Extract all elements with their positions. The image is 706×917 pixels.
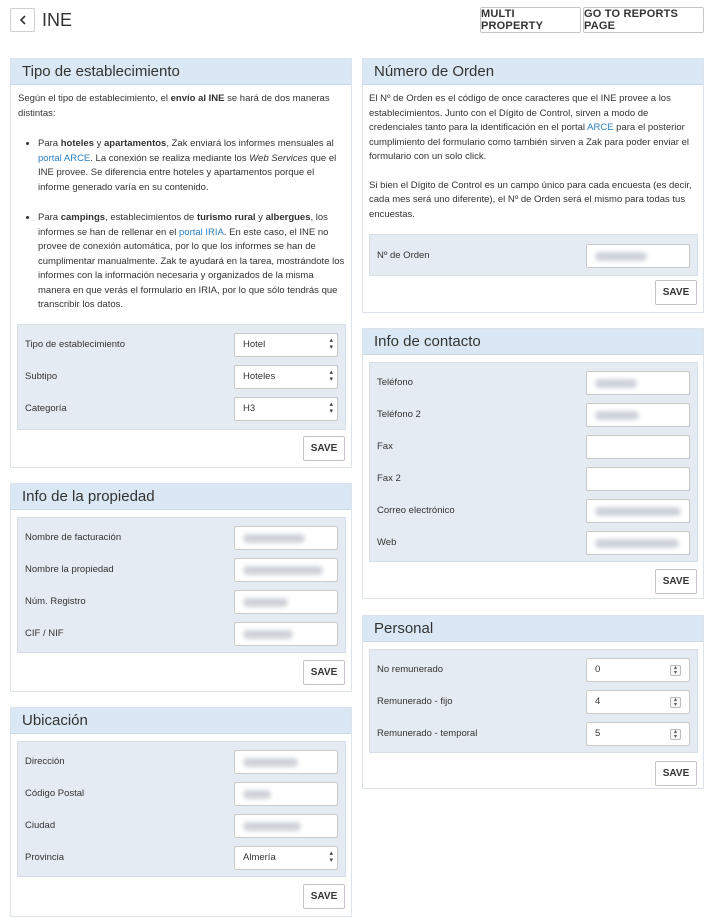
form-row: Fax 2 [370, 463, 697, 495]
telefono-input[interactable] [586, 371, 690, 395]
orden-paragraph: El Nº de Orden es el código de once caracteres que el INE provee a los establecimientos. Junto con el Dígito de Control, sirven a modo de credenciales tanto para la identificación en el portal ARCE para el posterior cumplimiento del formulario como también sirven a Zak para poder enviar el formulario con un solo click. [369, 93, 689, 162]
list-item: • Para hoteles y apartamentos, Zak enviará los informes mensuales al portal ARCE. La conexión se realiza mediante los Web Services que el INE provee. Se diferencia entre hoteles y apartamentos porque el informe generado varía en su contenido. [38, 137, 346, 195]
telefono-2-input[interactable] [586, 403, 690, 427]
num-registro-input[interactable] [234, 590, 338, 614]
form-row: Teléfono 2 [370, 399, 697, 431]
multi-property-button[interactable]: MULTI PROPERTY [480, 7, 581, 33]
web-input[interactable] [586, 531, 690, 555]
top-bar [0, 0, 706, 42]
nombre-propiedad-input[interactable] [234, 558, 338, 582]
arce-link[interactable]: ARCE [587, 122, 614, 133]
provincia-select[interactable]: Almería ▴ ▾ [234, 846, 338, 870]
chevron-left-icon [19, 15, 27, 25]
form-row: Correo electrónico [370, 495, 697, 527]
form-row: Teléfono [370, 367, 697, 399]
tipo-form [17, 324, 346, 430]
back-button[interactable] [10, 8, 35, 32]
numero-orden-input[interactable] [586, 244, 690, 268]
personal-form [369, 649, 698, 753]
no-remunerado-input[interactable]: 0 ▴ ▾ [586, 658, 690, 682]
info-contacto-panel [362, 328, 704, 599]
tipo-establecimiento-panel [10, 58, 352, 468]
ubicacion-form [17, 741, 346, 877]
stepper-icon[interactable]: ▴ ▾ [670, 697, 681, 708]
codigo-postal-input[interactable] [234, 782, 338, 806]
orden-paragraph: Si bien el Dígito de Control es un campo único para cada encuesta (es decir, cada mes será uno diferente), el Nº de Orden será el mismo para todas tus encuestas. [369, 179, 692, 220]
subtipo-select[interactable]: Hoteles ▴ ▾ [234, 365, 338, 389]
save-button[interactable]: SAVE [303, 436, 345, 461]
form-row: Nombre de facturación [18, 522, 345, 554]
categoria-select[interactable]: H3 ▴ ▾ [234, 397, 338, 421]
propiedad-form [17, 517, 346, 653]
cif-nif-input[interactable] [234, 622, 338, 646]
form-row: Nº de Orden [370, 240, 697, 272]
orden-form [369, 234, 698, 276]
list-item: • Para campings, establecimientos de turismo rural y albergues, los informes se han de rellenar en el portal IRIA. En este caso, el INE no provee de conexión automática, por lo que los informes se han de cumplimentar manualmente. Zak te ayudará en la tarea, mostrándote los informes con la información necesaria y organizados de la misma manera en que verás el formulario en IRIA, por lo que sólo tendrás que transcribir los datos. [38, 211, 346, 313]
stepper-icon[interactable]: ▴ ▾ [670, 729, 681, 740]
save-button[interactable]: SAVE [303, 660, 345, 685]
portal-iria-link[interactable]: portal IRIA [179, 226, 224, 238]
save-button[interactable]: SAVE [655, 280, 697, 305]
form-row: Remunerado - temporal 5 ▴ ▾ [370, 718, 697, 750]
form-row: Tipo de establecimiento Hotel ▴ ▾ [18, 329, 345, 361]
direccion-input[interactable] [234, 750, 338, 774]
nombre-facturacion-input[interactable] [234, 526, 338, 550]
save-button[interactable]: SAVE [655, 761, 697, 786]
form-row: Ciudad [18, 810, 345, 842]
panel-title: Tipo de establecimiento [11, 59, 351, 85]
form-row: No remunerado 0 ▴ ▾ [370, 654, 697, 686]
remunerado-temporal-input[interactable]: 5 ▴ ▾ [586, 722, 690, 746]
ubicacion-panel [10, 707, 352, 917]
form-row: Nombre la propiedad [18, 554, 345, 586]
tipo-description [18, 92, 346, 313]
panel-title: Personal [363, 616, 703, 642]
form-row: Provincia Almería ▴ ▾ [18, 842, 345, 874]
fax-2-input[interactable] [586, 467, 690, 491]
numero-orden-panel [362, 58, 704, 313]
form-row: CIF / NIF [18, 618, 345, 650]
stepper-icon[interactable]: ▴ ▾ [670, 665, 681, 676]
fax-input[interactable] [586, 435, 690, 459]
go-to-reports-button[interactable]: GO TO REPORTS PAGE [583, 7, 704, 33]
panel-title: Ubicación [11, 708, 351, 734]
info-propiedad-panel [10, 483, 352, 692]
tipo-intro: Según el tipo de establecimiento, el envío al INE se hará de dos maneras distintas: [18, 93, 330, 119]
personal-panel [362, 615, 704, 789]
contacto-form [369, 362, 698, 562]
ciudad-input[interactable] [234, 814, 338, 838]
portal-arce-link[interactable]: portal ARCE [38, 152, 91, 164]
save-button[interactable]: SAVE [655, 569, 697, 594]
form-row: Código Postal [18, 778, 345, 810]
panel-title: Número de Orden [363, 59, 703, 85]
email-input[interactable] [586, 499, 690, 523]
form-row: Categoría H3 ▴ ▾ [18, 393, 345, 425]
remunerado-fijo-input[interactable]: 4 ▴ ▾ [586, 690, 690, 714]
form-row: Remunerado - fijo 4 ▴ ▾ [370, 686, 697, 718]
panel-title: Info de la propiedad [11, 484, 351, 510]
form-row: Dirección [18, 746, 345, 778]
tipo-establecimiento-select[interactable]: Hotel ▴ ▾ [234, 333, 338, 357]
orden-description [369, 92, 699, 222]
panel-title: Info de contacto [363, 329, 703, 355]
form-row: Web [370, 527, 697, 559]
save-button[interactable]: SAVE [303, 884, 345, 909]
page-title: INE [42, 10, 73, 30]
form-row: Subtipo Hoteles ▴ ▾ [18, 361, 345, 393]
form-row: Fax [370, 431, 697, 463]
form-row: Núm. Registro [18, 586, 345, 618]
